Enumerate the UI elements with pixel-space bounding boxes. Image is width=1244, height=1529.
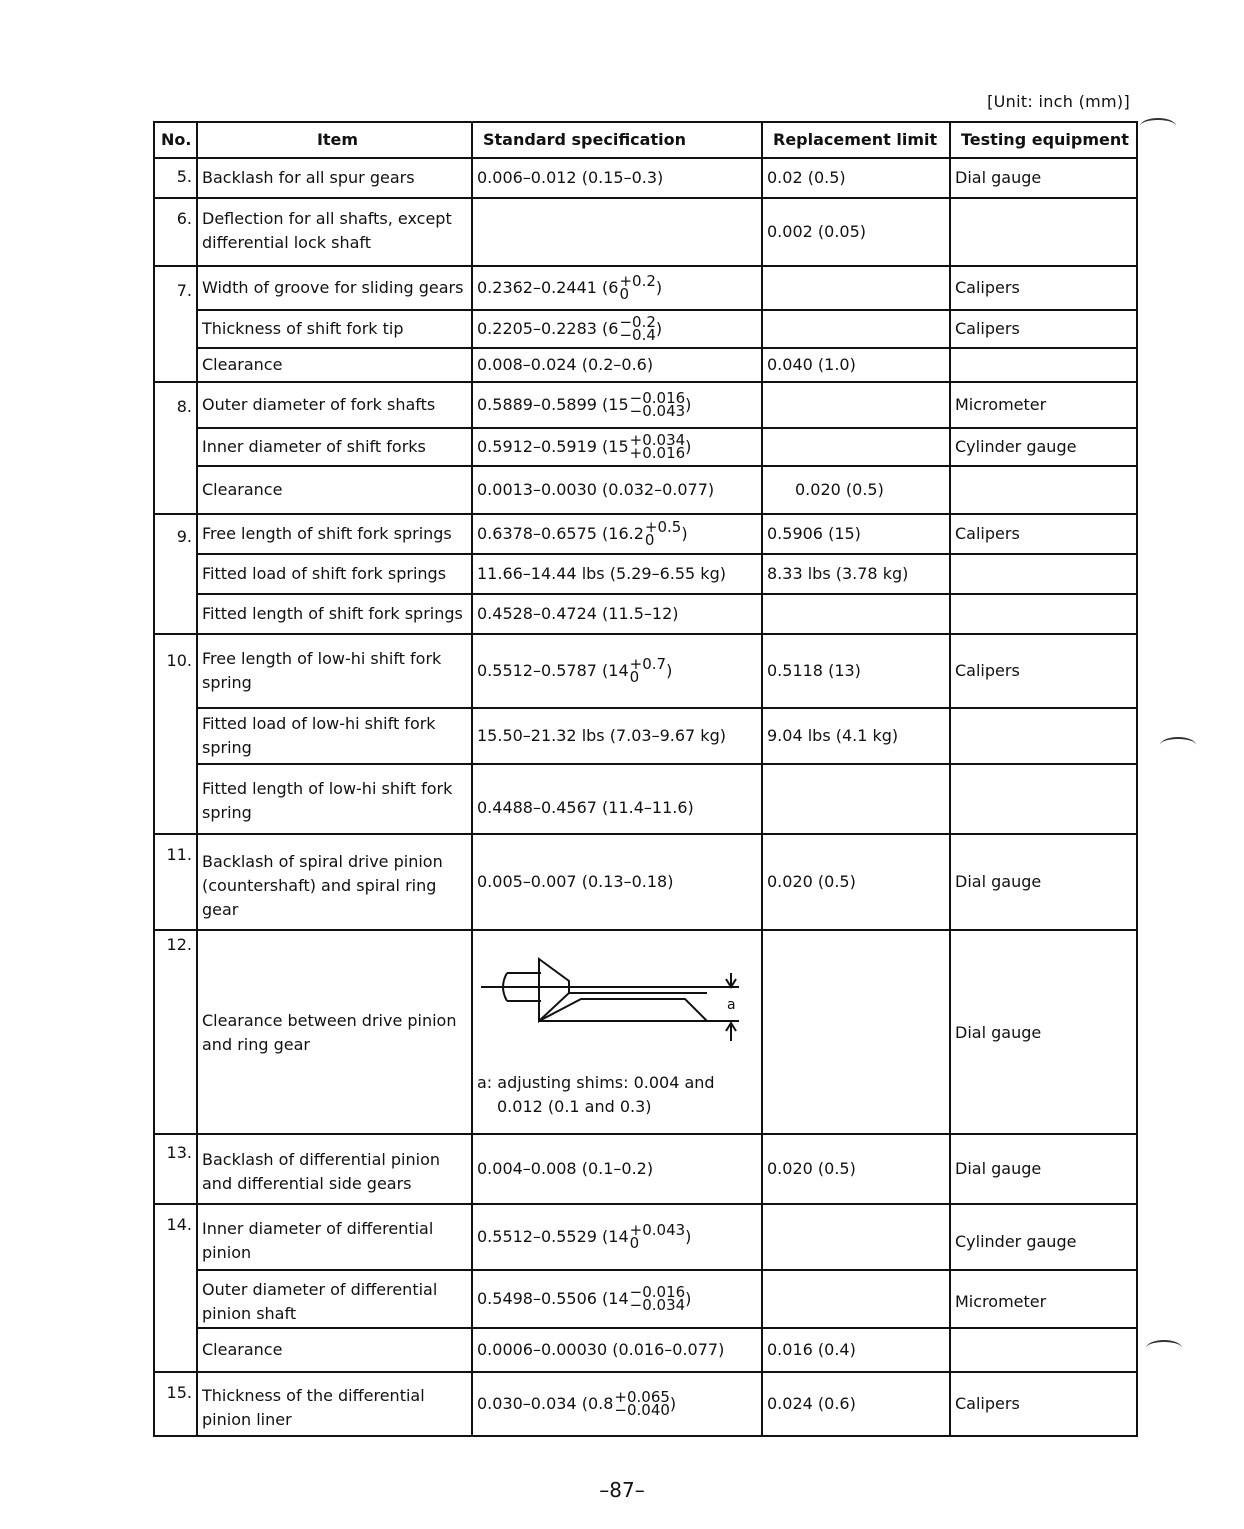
row-spec: 0.2205–0.2283 (6 −0.2 −0.4 ) [472, 310, 762, 348]
row-number: 10. [154, 634, 197, 834]
row-spec: 0.008–0.024 (0.2–0.6) [472, 348, 762, 382]
row-item: Backlash for all spur gears [197, 158, 472, 198]
row-equipment: Micrometer [950, 1270, 1137, 1328]
row-spec: 0.5912–0.5919 (15 +0.034 +0.016 ) [472, 428, 762, 466]
row-number: 11. [154, 834, 197, 930]
row-number: 8. [154, 382, 197, 514]
row-number: 12. [154, 930, 197, 1134]
row-limit: 8.33 lbs (3.78 kg) [762, 554, 950, 594]
row-limit [762, 930, 950, 1134]
row-limit: 0.020 (0.5) [762, 466, 950, 514]
row-number: 14. [154, 1204, 197, 1372]
table-row [154, 348, 1137, 382]
row-spec: 11.66–14.44 lbs (5.29–6.55 kg) [472, 554, 762, 594]
row-item: Deflection for all shafts, except differential lock shaft [197, 198, 472, 266]
row-limit [762, 1270, 950, 1328]
row-item: Backlash of spiral drive pinion (countershaft) and spiral ring gear [197, 834, 472, 930]
row-item: Clearance [197, 466, 472, 514]
row-item: Free length of shift fork springs [197, 514, 472, 554]
row-number: 9. [154, 514, 197, 634]
row-equipment [950, 708, 1137, 764]
specification-table [153, 121, 1138, 1437]
page-number: –87– [599, 1478, 645, 1502]
row-number: 6. [154, 198, 197, 266]
row-spec: 0.5498–0.5506 (14 −0.016 −0.034 ) [472, 1270, 762, 1328]
table-header-row [154, 122, 1137, 158]
row-item: Clearance [197, 1328, 472, 1372]
row-spec: 0.0013–0.0030 (0.032–0.077) [472, 466, 762, 514]
row-spec [472, 198, 762, 266]
table-row [154, 634, 1137, 708]
table-row [154, 428, 1137, 466]
row-limit: 0.5118 (13) [762, 634, 950, 708]
row-limit: 0.040 (1.0) [762, 348, 950, 382]
row-item: Free length of low-hi shift fork spring [197, 634, 472, 708]
row-number: 13. [154, 1134, 197, 1204]
row-equipment: Calipers [950, 634, 1137, 708]
table-row [154, 708, 1137, 764]
row-equipment [950, 198, 1137, 266]
row-item: Thickness of shift fork tip [197, 310, 472, 348]
scan-binding-mark [1160, 737, 1196, 753]
row-item: Fitted length of shift fork springs [197, 594, 472, 634]
row-spec: 0.5512–0.5787 (14 +0.7 0 ) [472, 634, 762, 708]
row-limit [762, 310, 950, 348]
row-spec: 0.6378–0.6575 (16.2 +0.5 0 ) [472, 514, 762, 554]
row-number: 7. [154, 266, 197, 382]
row-equipment: Dial gauge [950, 930, 1137, 1134]
table-row [154, 1270, 1137, 1328]
row-limit: 0.020 (0.5) [762, 1134, 950, 1204]
dimension-label-a: a [727, 997, 736, 1013]
header-standard-specification: Standard specification [472, 122, 762, 158]
table-row [154, 198, 1137, 266]
row-limit [762, 1204, 950, 1270]
row-item: Fitted load of shift fork springs [197, 554, 472, 594]
row-equipment [950, 466, 1137, 514]
scan-binding-mark [1146, 1340, 1182, 1356]
row-limit [762, 428, 950, 466]
row-equipment: Micrometer [950, 382, 1137, 428]
row-equipment: Dial gauge [950, 834, 1137, 930]
pinion-ring-gear-diagram [481, 945, 743, 1055]
table-row [154, 554, 1137, 594]
table-row [154, 466, 1137, 514]
row-item: Inner diameter of shift forks [197, 428, 472, 466]
row-limit: 0.016 (0.4) [762, 1328, 950, 1372]
row-equipment: Cylinder gauge [950, 1204, 1137, 1270]
pinion-head [539, 959, 569, 1021]
row-limit [762, 594, 950, 634]
diagram-caption-line2: 0.012 (0.1 and 0.3) [497, 1097, 652, 1116]
table-row [154, 764, 1137, 834]
row-item: Clearance [197, 348, 472, 382]
table-row [154, 1204, 1137, 1270]
row-spec: 0.4528–0.4724 (11.5–12) [472, 594, 762, 634]
row-equipment [950, 594, 1137, 634]
row-equipment [950, 1328, 1137, 1372]
table-row [154, 1134, 1137, 1204]
row-equipment [950, 764, 1137, 834]
row-item: Fitted length of low-hi shift fork spring [197, 764, 472, 834]
row-limit [762, 266, 950, 310]
ring-gear-profile [539, 999, 707, 1021]
row-limit [762, 764, 950, 834]
row-limit: 0.5906 (15) [762, 514, 950, 554]
row-equipment: Calipers [950, 310, 1137, 348]
table-row [154, 1372, 1137, 1436]
row-spec: 0.5889–0.5899 (15 −0.016 −0.043 ) [472, 382, 762, 428]
table-row [154, 158, 1137, 198]
header-replacement-limit: Replacement limit [762, 122, 950, 158]
header-item: Item [197, 122, 472, 158]
row-item: Outer diameter of differential pinion shaft [197, 1270, 472, 1328]
row-item: Width of groove for sliding gears [197, 266, 472, 310]
row-limit: 0.020 (0.5) [762, 834, 950, 930]
row-spec: 0.4488–0.4567 (11.4–11.6) [472, 764, 762, 834]
row-limit: 0.02 (0.5) [762, 158, 950, 198]
row-limit: 0.024 (0.6) [762, 1372, 950, 1436]
row-equipment: Cylinder gauge [950, 428, 1137, 466]
row-spec: 0.005–0.007 (0.13–0.18) [472, 834, 762, 930]
row-item: Thickness of the differential pinion liner [197, 1372, 472, 1436]
row-equipment: Calipers [950, 1372, 1137, 1436]
row-item: Inner diameter of differential pinion [197, 1204, 472, 1270]
row-spec: 15.50–21.32 lbs (7.03–9.67 kg) [472, 708, 762, 764]
row-item: Backlash of differential pinion and differential side gears [197, 1134, 472, 1204]
row-spec [472, 930, 762, 1134]
row-limit [762, 382, 950, 428]
row-item: Clearance between drive pinion and ring gear [197, 930, 472, 1134]
row-limit: 9.04 lbs (4.1 kg) [762, 708, 950, 764]
table-row [154, 382, 1137, 428]
header-testing-equipment: Testing equipment [950, 122, 1137, 158]
row-equipment: Calipers [950, 514, 1137, 554]
row-spec: 0.006–0.012 (0.15–0.3) [472, 158, 762, 198]
row-spec: 0.5512–0.5529 (14 +0.043 0 ) [472, 1204, 762, 1270]
table-row [154, 266, 1137, 310]
diagram-caption-line1: a: adjusting shims: 0.004 and [477, 1073, 715, 1092]
row-limit: 0.002 (0.05) [762, 198, 950, 266]
table-row [154, 514, 1137, 554]
row-spec: 0.030–0.034 (0.8 +0.065 −0.040 ) [472, 1372, 762, 1436]
row-number: 15. [154, 1372, 197, 1436]
table-row [154, 834, 1137, 930]
row-equipment [950, 348, 1137, 382]
row-number: 5. [154, 158, 197, 198]
row-equipment: Calipers [950, 266, 1137, 310]
row-spec: 0.0006–0.00030 (0.016–0.077) [472, 1328, 762, 1372]
row-spec: 0.004–0.008 (0.1–0.2) [472, 1134, 762, 1204]
row-spec: 0.2362–0.2441 (6 +0.2 0 ) [472, 266, 762, 310]
row-item: Fitted load of low-hi shift fork spring [197, 708, 472, 764]
table-row [154, 594, 1137, 634]
row-equipment: Dial gauge [950, 158, 1137, 198]
row-item: Outer diameter of fork shafts [197, 382, 472, 428]
table-row [154, 1328, 1137, 1372]
table-row [154, 310, 1137, 348]
header-no: No. [154, 122, 197, 158]
row-equipment: Dial gauge [950, 1134, 1137, 1204]
scan-binding-mark [1140, 118, 1176, 134]
unit-note: [Unit: inch (mm)] [987, 92, 1130, 111]
table-row [154, 930, 1137, 1134]
row-equipment [950, 554, 1137, 594]
